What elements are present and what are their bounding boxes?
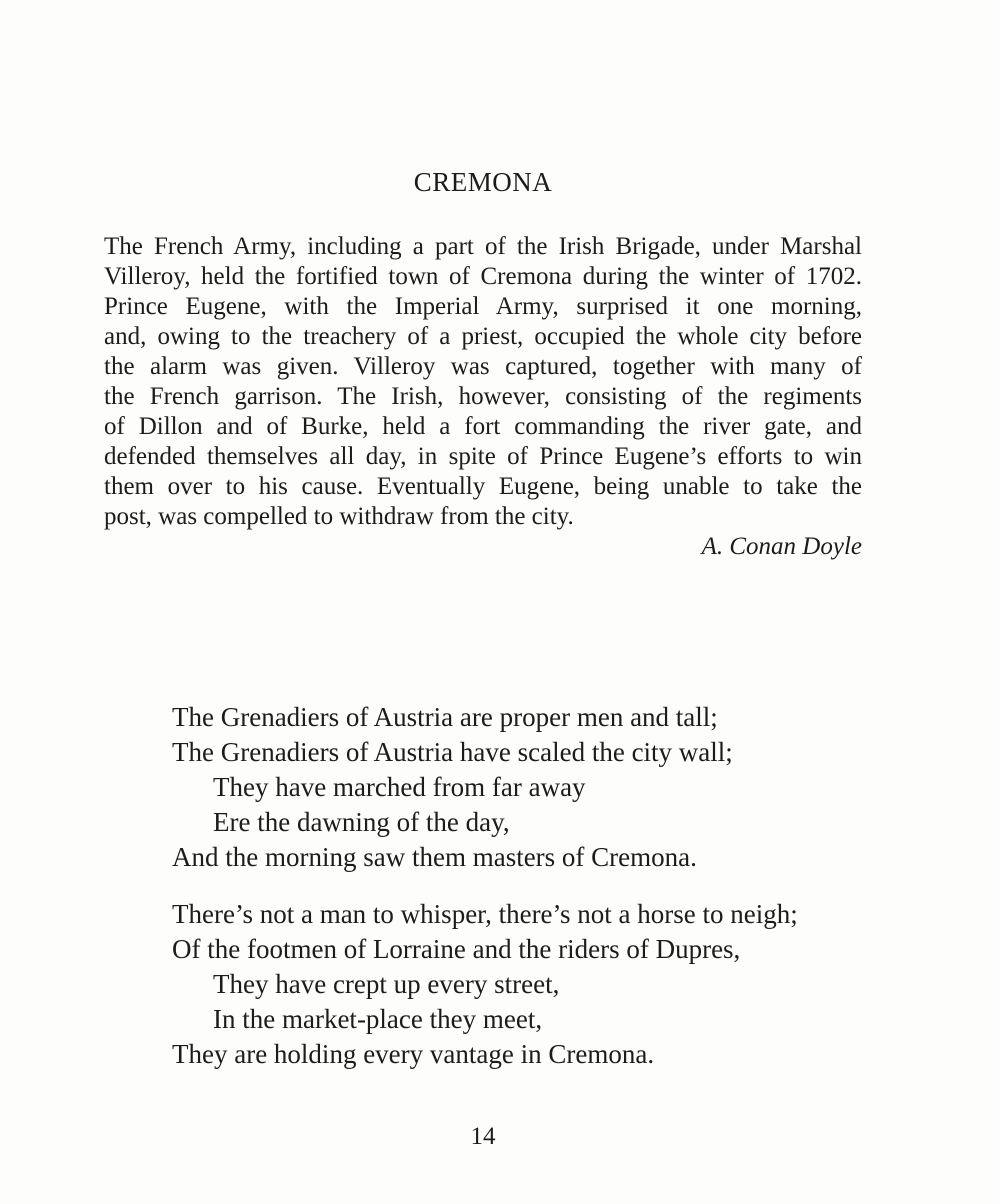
poem-line: And the morning saw them masters of Cremona. xyxy=(172,842,697,872)
poem-line: Of the footmen of Lorraine and the riders of Dupres, xyxy=(172,934,741,964)
page-number: 14 xyxy=(470,1123,496,1150)
poem-line: The Grenadiers of Austria are proper men and tall; xyxy=(172,702,718,732)
poem-line-indented: In the market-place they meet, xyxy=(213,1004,543,1034)
poem-line: They are holding every vantage in Cremona. xyxy=(172,1039,655,1069)
poem-line: There’s not a man to whisper, there’s not a horse to neigh; xyxy=(172,899,798,929)
intro-paragraph xyxy=(104,232,862,562)
intro-line: of Dillon and of Burke, held a fort commanding the river gate, and xyxy=(104,413,862,440)
poem-line: The Grenadiers of Austria have scaled the city wall; xyxy=(172,737,733,767)
attribution: A. Conan Doyle xyxy=(701,533,862,560)
intro-line: Prince Eugene, with the Imperial Army, surprised it one morning, xyxy=(104,293,862,320)
intro-line: the French garrison. The Irish, however, consisting of the regiments xyxy=(104,383,862,410)
intro-line: and, owing to the treachery of a priest, occupied the whole city before xyxy=(104,323,862,350)
intro-line: the alarm was given. Villeroy was captured, together with many of xyxy=(104,353,862,380)
page-title: CREMONA xyxy=(413,167,553,197)
poem-line-indented: They have crept up every street, xyxy=(213,969,560,999)
intro-line: them over to his cause. Eventually Eugene, being unable to take the xyxy=(104,473,862,500)
intro-line: defended themselves all day, in spite of Prince Eugene’s efforts to win xyxy=(104,443,862,470)
stanza xyxy=(172,700,892,875)
intro-line: Villeroy, held the fortified town of Cremona during the winter of 1702. xyxy=(104,263,862,290)
poem-line-indented: They have marched from far away xyxy=(213,772,586,802)
intro-line: The French Army, including a part of the Irish Brigade, under Marshal xyxy=(104,233,862,260)
stanza xyxy=(172,897,892,1072)
poem xyxy=(172,700,892,1072)
intro-line: post, was compelled to withdraw from the city. xyxy=(104,503,574,530)
poem-line-indented: Ere the dawning of the day, xyxy=(213,807,510,837)
